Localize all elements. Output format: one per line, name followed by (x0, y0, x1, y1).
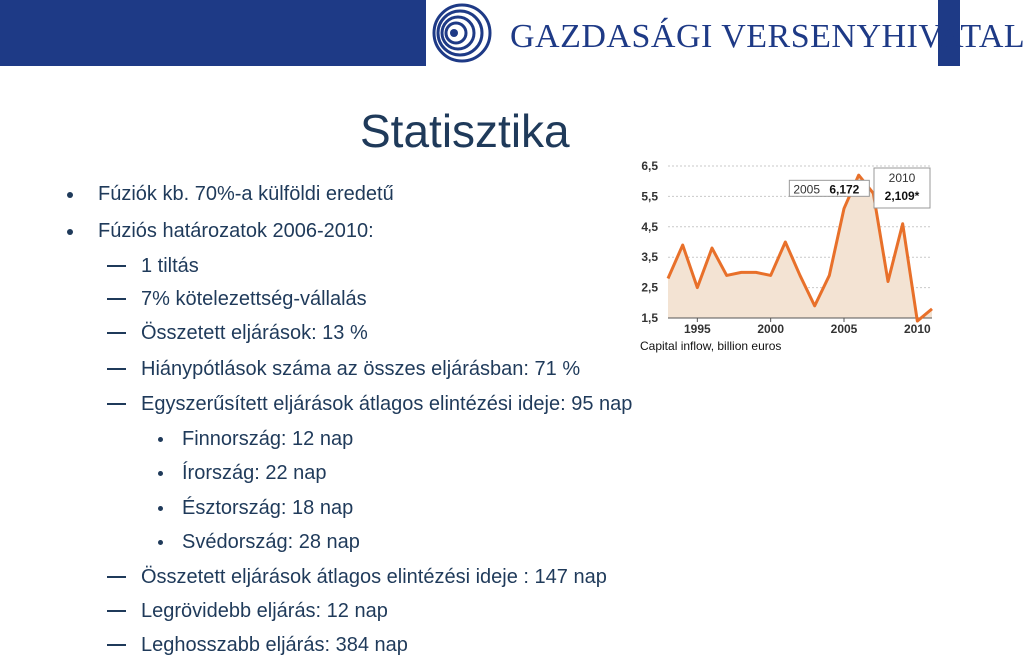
annotation-year: 2005 (793, 182, 821, 197)
x-tick-label: 2000 (757, 322, 785, 336)
list-item: 1 tiltás (141, 254, 199, 278)
y-tick-label: 1,5 (641, 311, 658, 325)
list-item: Legrövidebb eljárás: 12 nap (141, 599, 388, 623)
y-tick-label: 4,5 (641, 219, 658, 234)
y-tick-label: 6,5 (641, 159, 658, 173)
list-item: Finnország: 12 nap (182, 427, 353, 451)
x-tick-label: 2005 (830, 322, 858, 336)
y-tick-label: 2,5 (641, 280, 658, 295)
annotation-value: 6,172 (829, 182, 860, 197)
x-tick-label: 1995 (683, 322, 711, 336)
list-item: Összetett eljárások átlagos elintézési ideje : 147 nap (141, 565, 607, 589)
list-item: Fúziók kb. 70%-a külföldi eredetű (98, 182, 394, 206)
list-item: Leghosszabb eljárás: 384 nap (141, 633, 408, 657)
list-item: Fúziós határozatok 2006-2010: (98, 219, 374, 243)
list-item: Írország: 22 nap (182, 461, 327, 485)
capital-inflow-chart (620, 152, 940, 362)
y-tick-label: 3,5 (641, 250, 658, 265)
annotation-value: 2,109* (884, 189, 920, 203)
organization-name: GAZDASÁGI VERSENYHIVATAL (510, 18, 1025, 55)
x-tick-label: 2010 (903, 322, 931, 336)
header-band-left (0, 0, 426, 66)
slide-title: Statisztika (360, 105, 570, 157)
gvh-logo-icon (430, 0, 494, 66)
y-tick-label: 5,5 (641, 189, 658, 204)
x-axis-label: Capital inflow, billion euros (640, 339, 782, 353)
list-item: Svédország: 28 nap (182, 530, 360, 554)
list-item: Észtország: 18 nap (182, 496, 353, 520)
annotation-year: 2010 (888, 171, 916, 185)
list-item: Egyszerűsített eljárások átlagos elintézési ideje: 95 nap (141, 392, 632, 416)
list-item: 7% kötelezettség-vállalás (141, 287, 367, 311)
list-item: Összetett eljárások: 13 % (141, 321, 368, 345)
list-item: Hiánypótlások száma az összes eljárásban: 71 % (141, 357, 580, 381)
